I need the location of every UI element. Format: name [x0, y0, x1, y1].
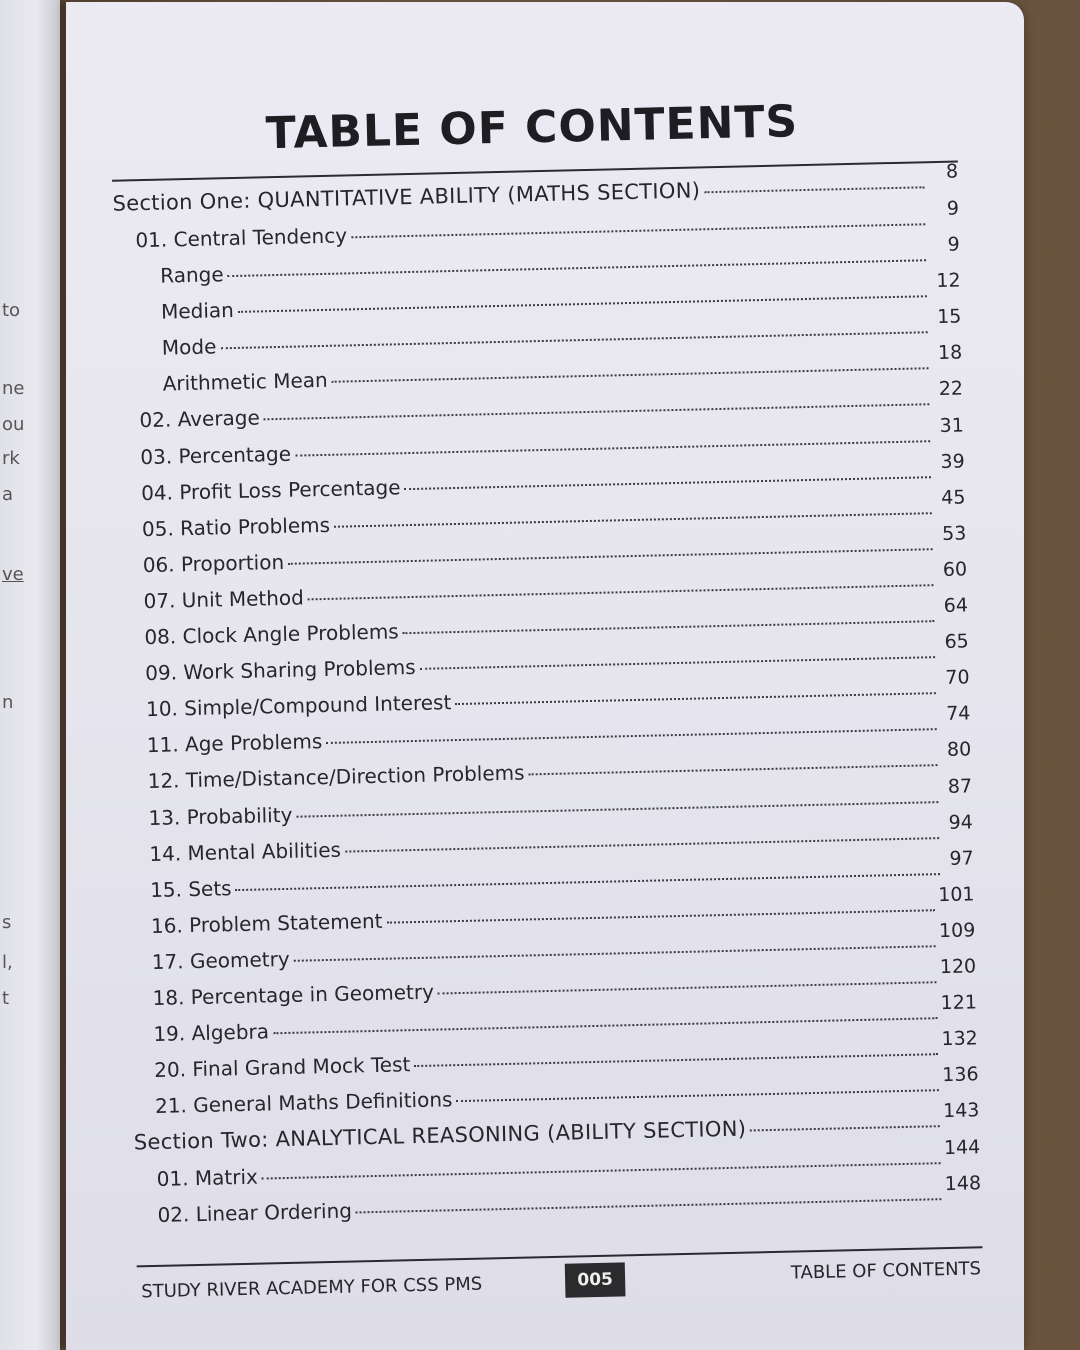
toc-entry-label: 20. Final Grand Mock Test	[153, 1052, 411, 1083]
toc-leader-dots	[295, 440, 930, 456]
toc-entry-page: 94	[948, 810, 974, 834]
facing-page-fragment: rk	[2, 448, 20, 469]
toc-leader-dots	[455, 692, 936, 705]
toc-entry-page: 31	[939, 414, 965, 437]
toc-leader-dots	[345, 837, 939, 852]
toc-entry-page: 97	[949, 847, 974, 870]
toc-leader-dots	[414, 1053, 938, 1067]
toc-leader-dots	[262, 1163, 940, 1180]
toc-leader-dots	[405, 476, 931, 490]
toc-leader-dots	[294, 945, 936, 962]
toc-entry-label: 16. Problem Statement	[150, 908, 383, 938]
toc-leader-dots	[351, 223, 925, 238]
toc-entry-label: Median	[160, 298, 235, 324]
toc-entry-label: Arithmetic Mean	[162, 368, 328, 396]
toc-leader-dots	[288, 548, 933, 565]
toc-entry-page: 148	[944, 1172, 982, 1196]
toc-leader-dots	[704, 186, 924, 193]
toc-list	[112, 160, 982, 1240]
toc-entry-label: 15. Sets	[149, 875, 232, 902]
footer-page-number: 005	[565, 1262, 626, 1297]
toc-entry-page: 132	[941, 1027, 978, 1051]
facing-page-fragment: t	[2, 988, 10, 1009]
toc-leader-dots	[220, 332, 927, 350]
toc-leader-dots	[264, 404, 930, 421]
facing-page-fragment: l,	[2, 952, 13, 973]
toc-entry-label: Section Two: ANALYTICAL REASONING (ABILITY SECTION)	[133, 1116, 747, 1155]
toc-entry-label: 09. Work Sharing Problems	[144, 655, 416, 686]
toc-entry-label: 10. Simple/Compound Interest	[145, 690, 452, 722]
toc-entry-page: 87	[947, 774, 973, 798]
facing-page-fragment: ou	[2, 414, 25, 435]
toc-entry-page: 109	[938, 919, 976, 943]
toc-entry-page: 65	[944, 630, 969, 654]
toc-leader-dots	[750, 1126, 939, 1132]
toc-entry-page: 39	[940, 450, 965, 473]
toc-entry-page: 74	[945, 702, 971, 726]
toc-entry-label: Section One: QUANTITATIVE ABILITY (MATHS SECTION)	[112, 178, 701, 216]
toc-entry-label: 13. Probability	[148, 802, 293, 830]
toc-entry-page: 9	[947, 233, 960, 256]
toc-entry-page: 80	[946, 738, 972, 762]
facing-page-fragment: n	[2, 692, 14, 713]
toc-entry-page: 143	[942, 1099, 980, 1123]
toc-entry-page: 70	[945, 666, 970, 690]
toc-entry-page: 136	[942, 1063, 979, 1087]
toc-entry-label: 14. Mental Abilities	[149, 837, 342, 866]
toc-leader-dots	[332, 368, 929, 384]
toc-leader-dots	[228, 259, 926, 277]
footer-running-title: TABLE OF CONTENTS	[790, 1258, 982, 1284]
toc-leader-dots	[308, 584, 934, 600]
toc-entry-page: 15	[936, 305, 962, 329]
toc-entry-page: 8	[945, 160, 959, 183]
toc-leader-dots	[420, 656, 935, 670]
toc-entry-page: 120	[939, 955, 977, 979]
toc-entry-page: 53	[941, 522, 967, 545]
toc-entry-page: 18	[937, 341, 963, 365]
toc-entry-label: 01. Central Tendency	[135, 223, 348, 253]
toc-entry-page: 144	[943, 1136, 981, 1160]
toc-leader-dots	[403, 620, 935, 634]
toc-entry-page: 45	[941, 486, 966, 509]
toc-entry-page: 22	[938, 377, 964, 401]
toc-leader-dots	[529, 765, 938, 776]
toc-entry-label: 03. Percentage	[140, 441, 292, 469]
toc-entry-page: 101	[937, 883, 975, 906]
toc-leader-dots	[356, 1199, 941, 1214]
toc-entry-label: 07. Unit Method	[143, 585, 305, 614]
facing-page-fragment: s	[2, 912, 12, 933]
toc-entry-label: 06. Proportion	[142, 549, 285, 577]
toc-entry-page: 121	[940, 991, 978, 1015]
toc-leader-dots	[296, 801, 938, 818]
toc-entry-label: Range	[159, 262, 224, 288]
toc-entry-label: 17. Geometry	[151, 946, 290, 974]
toc-entry-label: 08. Clock Angle Problems	[144, 619, 399, 650]
toc-entry-page: 64	[943, 594, 969, 617]
facing-page-fragment: ne	[2, 378, 25, 399]
toc-entry-label: 12. Time/Distance/Direction Problems	[147, 760, 525, 794]
toc-entry-page: 9	[946, 197, 960, 220]
toc-entry-label: Mode	[161, 334, 217, 360]
facing-page-fragment: ve	[2, 564, 24, 585]
toc-entry-label: 21. General Maths Definitions	[154, 1087, 453, 1119]
toc-leader-dots	[456, 1089, 938, 1102]
toc-entry-label: 02. Linear Ordering	[157, 1198, 353, 1228]
facing-page	[0, 0, 60, 1350]
toc-entry-label: 18. Percentage in Geometry	[152, 979, 435, 1010]
toc-entry-label: 11. Age Problems	[146, 729, 323, 758]
book-page	[66, 2, 1024, 1350]
facing-page-fragment: a	[2, 484, 14, 505]
toc-entry-label: 19. Algebra	[153, 1019, 270, 1047]
page-title: TABLE OF CONTENTS	[265, 96, 799, 160]
toc-leader-dots	[236, 873, 940, 891]
toc-entry-label: 05. Ratio Problems	[141, 512, 331, 541]
footer-publisher: STUDY RIVER ACADEMY FOR CSS PMS	[141, 1273, 483, 1303]
toc-leader-dots	[238, 295, 927, 313]
toc-leader-dots	[386, 909, 934, 923]
toc-leader-dots	[273, 1017, 937, 1034]
toc-entry-label: 04. Profit Loss Percentage	[140, 474, 401, 505]
toc-entry-label: 02. Average	[139, 405, 261, 433]
toc-entry-label: 01. Matrix	[156, 1165, 259, 1192]
toc-leader-dots	[334, 512, 932, 528]
page-content	[50, 0, 1038, 1350]
facing-page-fragment: to	[2, 300, 21, 321]
toc-leader-dots	[326, 728, 936, 744]
toc-leader-dots	[438, 981, 936, 994]
toc-entry-page: 12	[936, 269, 961, 293]
toc-entry-page: 60	[942, 558, 968, 581]
